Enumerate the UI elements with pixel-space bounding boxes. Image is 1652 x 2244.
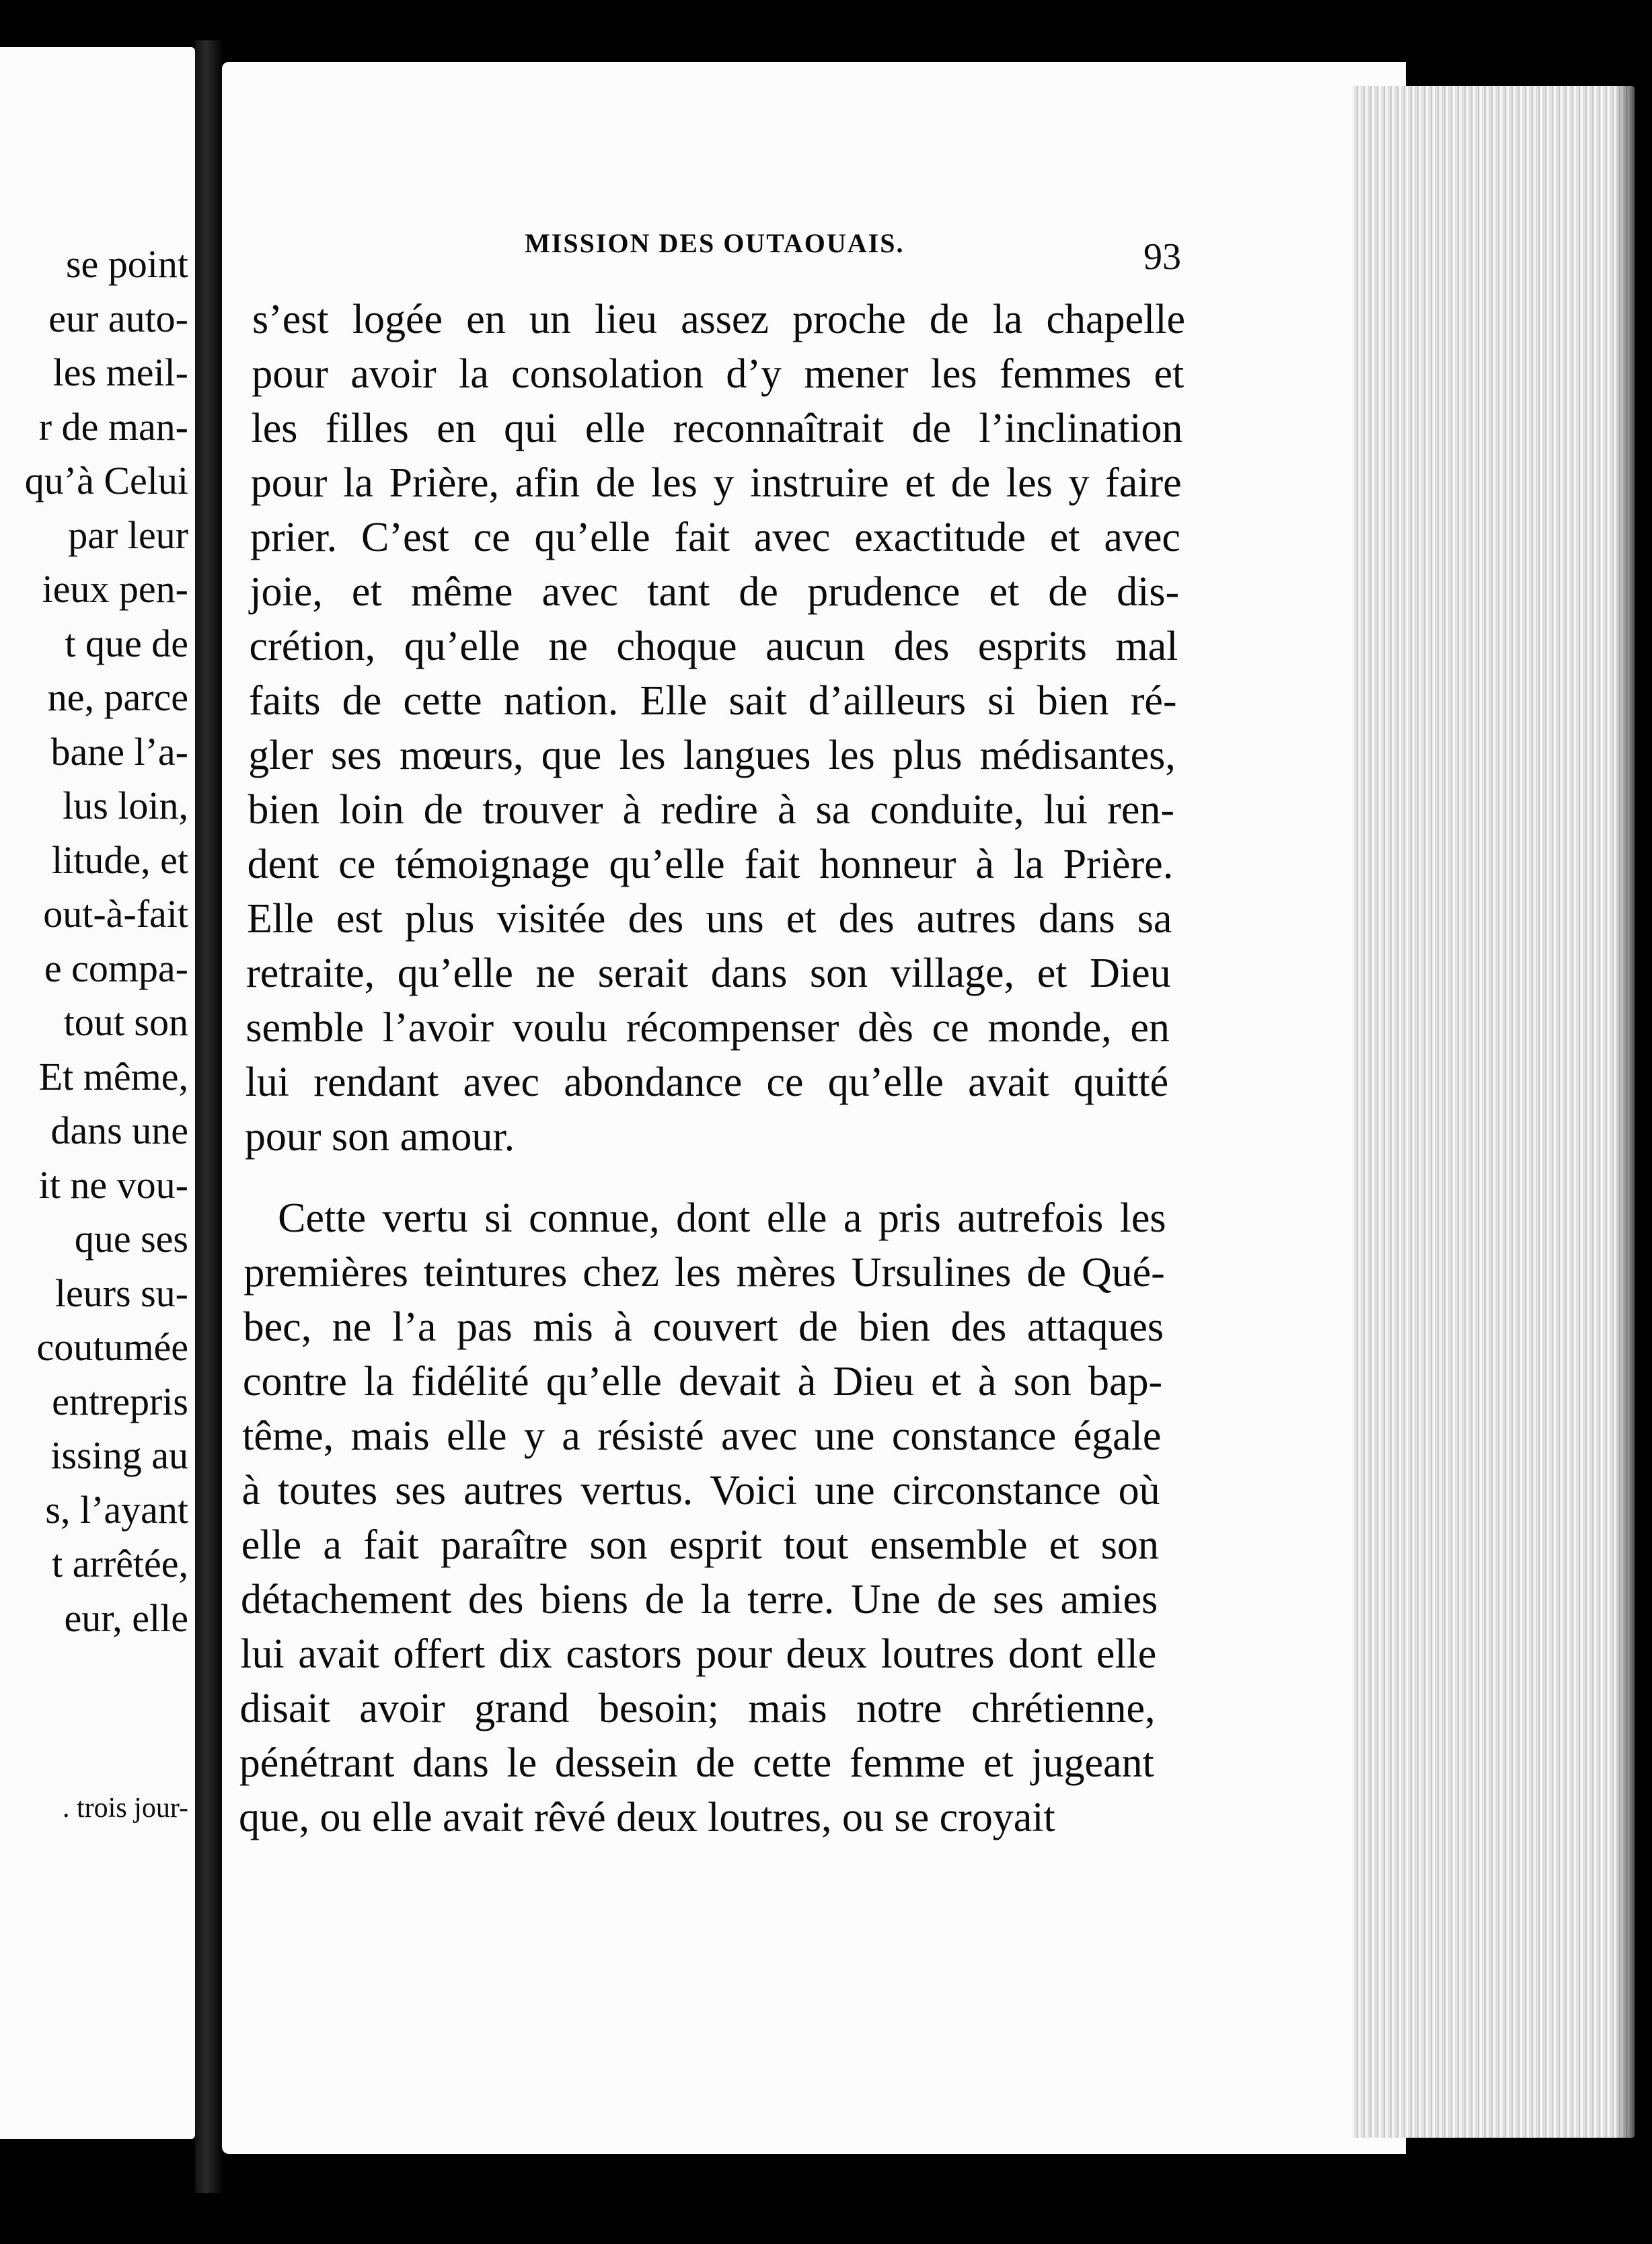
body-line: lui rendant avec abondance ce qu’elle avait quitté	[245, 1059, 1169, 1105]
body-line: Elle est plus visitée des uns et des autres dans sa	[246, 896, 1172, 942]
left-page-line: que ses	[74, 1217, 188, 1261]
left-page-line: tout son	[63, 1000, 188, 1044]
body-line: que, ou elle avait rêvé deux loutres, ou se croyait	[239, 1795, 1055, 1840]
left-page-line: les meil-	[52, 350, 188, 394]
left-page-line: ieux pen-	[42, 567, 188, 611]
left-page-line: entrepris	[52, 1379, 188, 1423]
left-page-line: Et même,	[38, 1054, 188, 1098]
left-page-line: ne, parce	[47, 675, 188, 719]
body-line: joie, et même avec tant de prudence et de dis-	[250, 569, 1180, 615]
body-line: lui avait offert dix castors pour deux loutres dont elle	[240, 1631, 1157, 1677]
left-page-line: it ne vou-	[38, 1162, 188, 1207]
left-page-footnote: . trois jour-	[63, 1793, 188, 1824]
body-line: contre la fidélité qu’elle devait à Dieu et à son bap-	[242, 1359, 1163, 1405]
left-page-line: lus loin,	[63, 784, 188, 827]
left-page-line: coutumée	[36, 1325, 188, 1369]
left-page-line: out-à-fait	[43, 892, 188, 936]
body-line: faits de cette nation. Elle sait d’ailleurs si bien ré-	[248, 678, 1177, 724]
body-line: elle a fait paraître son esprit tout ensemble et son	[241, 1522, 1159, 1568]
left-page-line: eur auto-	[48, 296, 188, 340]
body-line: détachement des biens de la terre. Une de ses amies	[240, 1577, 1158, 1622]
left-page-line: bane l’a-	[50, 729, 188, 774]
body-line: bec, ne l’a pas mis à couvert de bien des attaques	[243, 1304, 1164, 1350]
left-page-line: t que de	[65, 621, 188, 665]
left-page-line: qu’à Celui	[24, 459, 188, 502]
body-line: les filles en qui elle reconnaîtrait de l’inclination	[251, 406, 1183, 451]
body-line: pour avoir la consolation d’y mener les femmes et	[252, 351, 1185, 397]
body-line: à toutes ses autres vertus. Voici une circonstance où	[241, 1468, 1160, 1513]
left-page-line: leurs su-	[54, 1271, 188, 1315]
left-page-line: e compa-	[44, 946, 188, 990]
left-page-line: se point	[65, 242, 188, 286]
body-line: pour la Prière, afin de les y instruire et de les y faire	[250, 460, 1182, 506]
body-line: semble l’avoir voulu récompenser dès ce monde, en	[246, 1005, 1170, 1051]
left-page-line: issing au	[50, 1433, 188, 1477]
body-line: premières teintures chez les mères Ursulines de Qué-	[243, 1250, 1165, 1296]
body-line: prier. C’est ce qu’elle fait avec exactitude et avec	[250, 515, 1180, 560]
body-line: gler ses mœurs, que les langues les plus médisantes,	[248, 733, 1176, 778]
body-line: tême, mais elle y a résisté avec une constance égale	[242, 1413, 1162, 1459]
body-line: dent ce témoignage qu’elle fait honneur à la Prière.	[247, 842, 1174, 887]
left-page-line: litude, et	[52, 837, 188, 882]
left-page-line: par leur	[68, 513, 188, 557]
body-line: s’est logée en un lieu assez proche de la chapelle	[252, 297, 1185, 342]
page-number: 93	[1143, 236, 1181, 278]
body-line: pour son amour.	[244, 1114, 515, 1160]
left-page-line: eur, elle	[64, 1596, 188, 1640]
left-page-line: s, l’ayant	[45, 1487, 188, 1532]
body-line: disait avoir grand besoin; mais notre chrétienne,	[239, 1686, 1156, 1731]
body-line: crétion, qu’elle ne choque aucun des esprits mal	[249, 624, 1178, 669]
left-page-line: r de man-	[38, 404, 188, 449]
body-line: Cette vertu si connue, dont elle a pris autrefois les	[278, 1195, 1166, 1241]
body-line: pénétrant dans le dessein de cette femme et jugeant	[239, 1740, 1154, 1786]
body-line: retraite, qu’elle ne serait dans son village, et Dieu	[246, 950, 1171, 996]
running-title: MISSION DES OUTAOUAIS.	[525, 228, 905, 258]
left-page-line: t arrêtée,	[52, 1542, 188, 1585]
body-line: bien loin de trouver à redire à sa conduite, lui ren-	[248, 787, 1174, 833]
left-page-line: dans une	[50, 1109, 188, 1152]
